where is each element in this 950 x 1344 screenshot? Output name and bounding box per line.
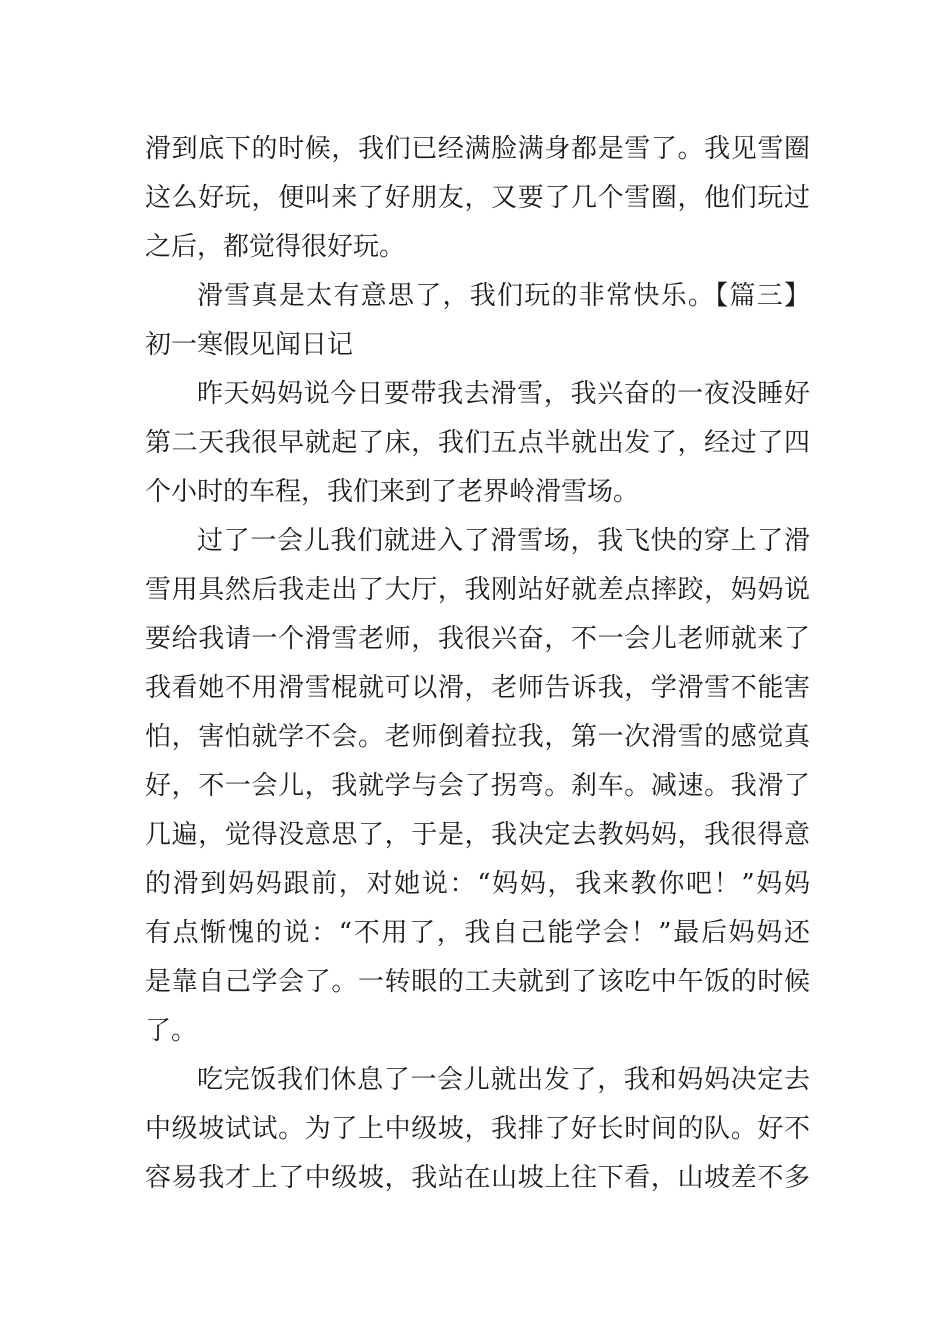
text-line: 几遍，觉得没意思了，于是，我决定去教妈妈，我很得意 [145, 820, 810, 850]
text-line: 好，不一会儿，我就学与会了拐弯。刹车。减速。我滑了 [145, 771, 810, 801]
text-line: 个小时的车程，我们来到了老界岭滑雪场。 [145, 477, 640, 507]
body-text [145, 125, 810, 1203]
text-line: 滑雪真是太有意思了，我们玩的非常快乐。【篇三】 [197, 281, 810, 311]
text-line: 过了一会儿我们就进入了滑雪场，我飞快的穿上了滑 [197, 526, 810, 556]
text-line: 的滑到妈妈跟前，对她说：“妈妈，我来教你吧！”妈妈 [145, 869, 810, 899]
text-line: 有点惭愧的说：“不用了，我自己能学会！”最后妈妈还 [145, 918, 810, 948]
text-line: 了。 [145, 1016, 198, 1046]
text-line: 要给我请一个滑雪老师，我很兴奋，不一会儿老师就来了 [145, 624, 810, 654]
section-heading-line: 初一寒假见闻日记 [145, 330, 354, 360]
text-line: 这么好玩，便叫来了好朋友，又要了几个雪圈，他们玩过 [145, 183, 810, 213]
text-line: 之后，都觉得很好玩。 [145, 232, 406, 262]
text-line: 滑到底下的时候，我们已经满脸满身都是雪了。我见雪圈 [145, 134, 810, 164]
text-line: 第二天我很早就起了床，我们五点半就出发了，经过了四 [145, 428, 810, 458]
text-line: 容易我才上了中级坡，我站在山坡上往下看，山坡差不多 [145, 1163, 810, 1193]
paragraph [145, 517, 810, 1056]
text-line: 吃完饭我们休息了一会儿就出发了，我和妈妈决定去 [197, 1065, 810, 1095]
text-line: 昨天妈妈说今日要带我去滑雪，我兴奋的一夜没睡好 [197, 379, 810, 409]
paragraph [145, 272, 810, 370]
text-line: 是靠自己学会了。一转眼的工夫就到了该吃中午饭的时候 [145, 967, 810, 997]
paragraph [145, 370, 810, 517]
paragraph [145, 1056, 810, 1203]
text-line: 怕，害怕就学不会。老师倒着拉我，第一次滑雪的感觉真 [145, 722, 810, 752]
text-line: 我看她不用滑雪棍就可以滑，老师告诉我，学滑雪不能害 [145, 673, 810, 703]
text-line: 雪用具然后我走出了大厅，我刚站好就差点摔跤，妈妈说 [145, 575, 810, 605]
paragraph [145, 125, 810, 272]
text-line: 中级坡试试。为了上中级坡，我排了好长时间的队。好不 [145, 1114, 810, 1144]
